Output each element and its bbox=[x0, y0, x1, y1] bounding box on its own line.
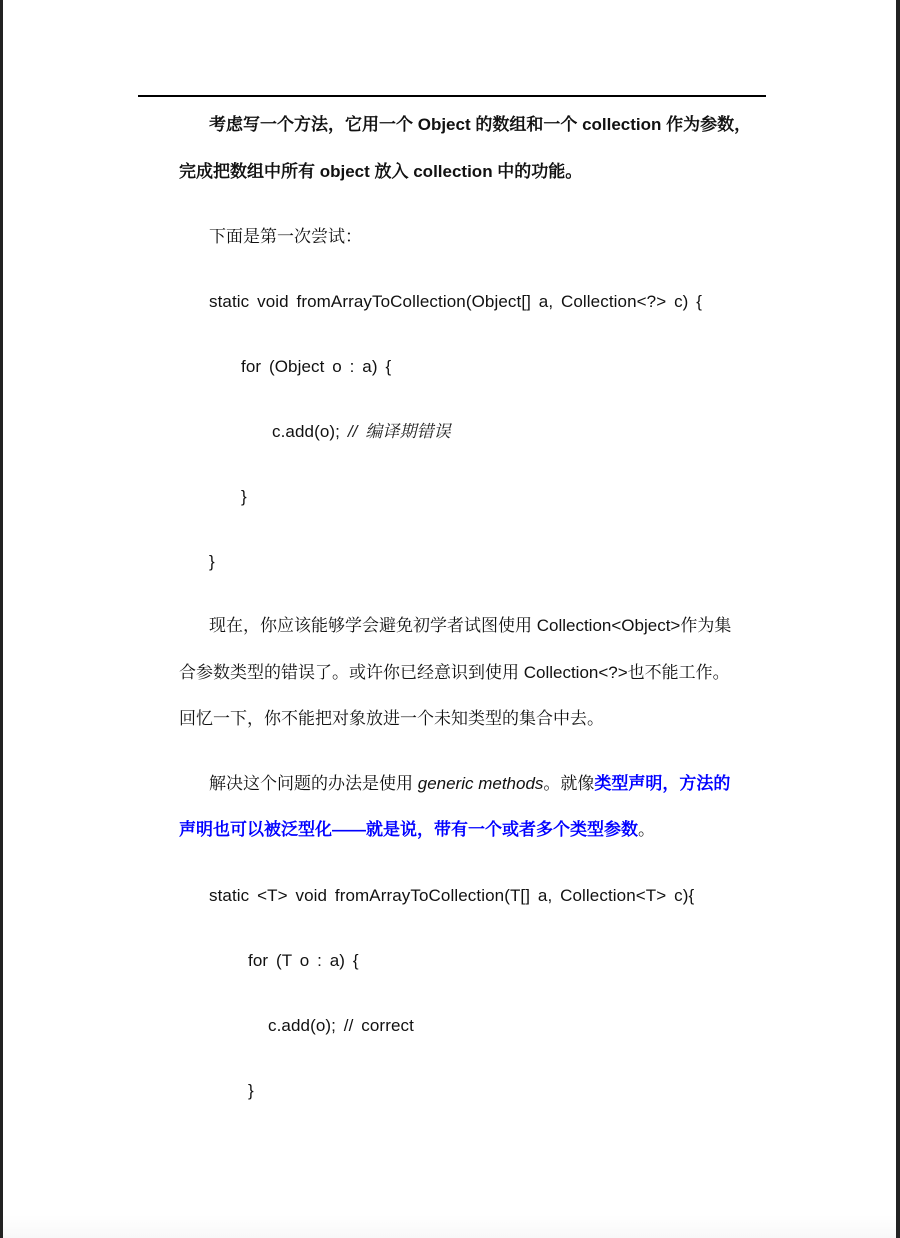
para3-line-2 bbox=[179, 819, 655, 841]
para3-suffix: 。 bbox=[638, 820, 655, 839]
para3-generic-methods: generic methods bbox=[417, 774, 544, 793]
code1-line-2: for (Object o : a) { bbox=[241, 357, 392, 376]
code1-line-3-comment: // 编译期错误 bbox=[347, 422, 451, 441]
para2-line-1: 现在，你应该能够学会避免初学者试图使用 Collection<Object>作为集 bbox=[209, 616, 732, 635]
code2-line-2: for (T o : a) { bbox=[248, 951, 359, 970]
code2-line-4: } bbox=[248, 1081, 254, 1100]
page-frame-right bbox=[896, 0, 900, 1238]
para2-line-3: 回忆一下，你不能把对象放进一个未知类型的集合中去。 bbox=[179, 709, 604, 728]
code1-line-1: static void fromArrayToCollection(Object[] a, Collection<?> c) { bbox=[209, 292, 703, 311]
document-page bbox=[3, 0, 896, 1238]
code1-line-5: } bbox=[209, 552, 215, 571]
code1-line-4: } bbox=[241, 487, 247, 506]
first-try-label: 下面是第一次尝试： bbox=[209, 227, 362, 246]
para3-prefix: 解决这个问题的办法是使用 bbox=[209, 774, 418, 793]
intro-line-1: 考虑写一个方法，它用一个 Object 的数组和一个 collection 作为参数， bbox=[209, 115, 752, 134]
para3-line-1 bbox=[209, 773, 730, 795]
code2-line-1: static <T> void fromArrayToCollection(T[] a, Collection<T> c){ bbox=[209, 886, 695, 905]
code2-line-3: c.add(o); // correct bbox=[268, 1016, 414, 1035]
para3-highlight-2: 声明也可以被泛型化——就是说，带有一个或者多个类型参数 bbox=[179, 820, 638, 839]
header-rule bbox=[138, 95, 766, 97]
para3-highlight-1: 类型声明，方法的 bbox=[594, 774, 731, 793]
code1-line-3 bbox=[272, 421, 451, 443]
para3-mid: 。就像 bbox=[543, 774, 595, 793]
intro-line-2: 完成把数组中所有 object 放入 collection 中的功能。 bbox=[179, 162, 583, 181]
para2-line-2: 合参数类型的错误了。或许你已经意识到使用 Collection<?>也不能工作。 bbox=[179, 663, 730, 682]
code1-line-3-code: c.add(o); bbox=[272, 422, 348, 441]
